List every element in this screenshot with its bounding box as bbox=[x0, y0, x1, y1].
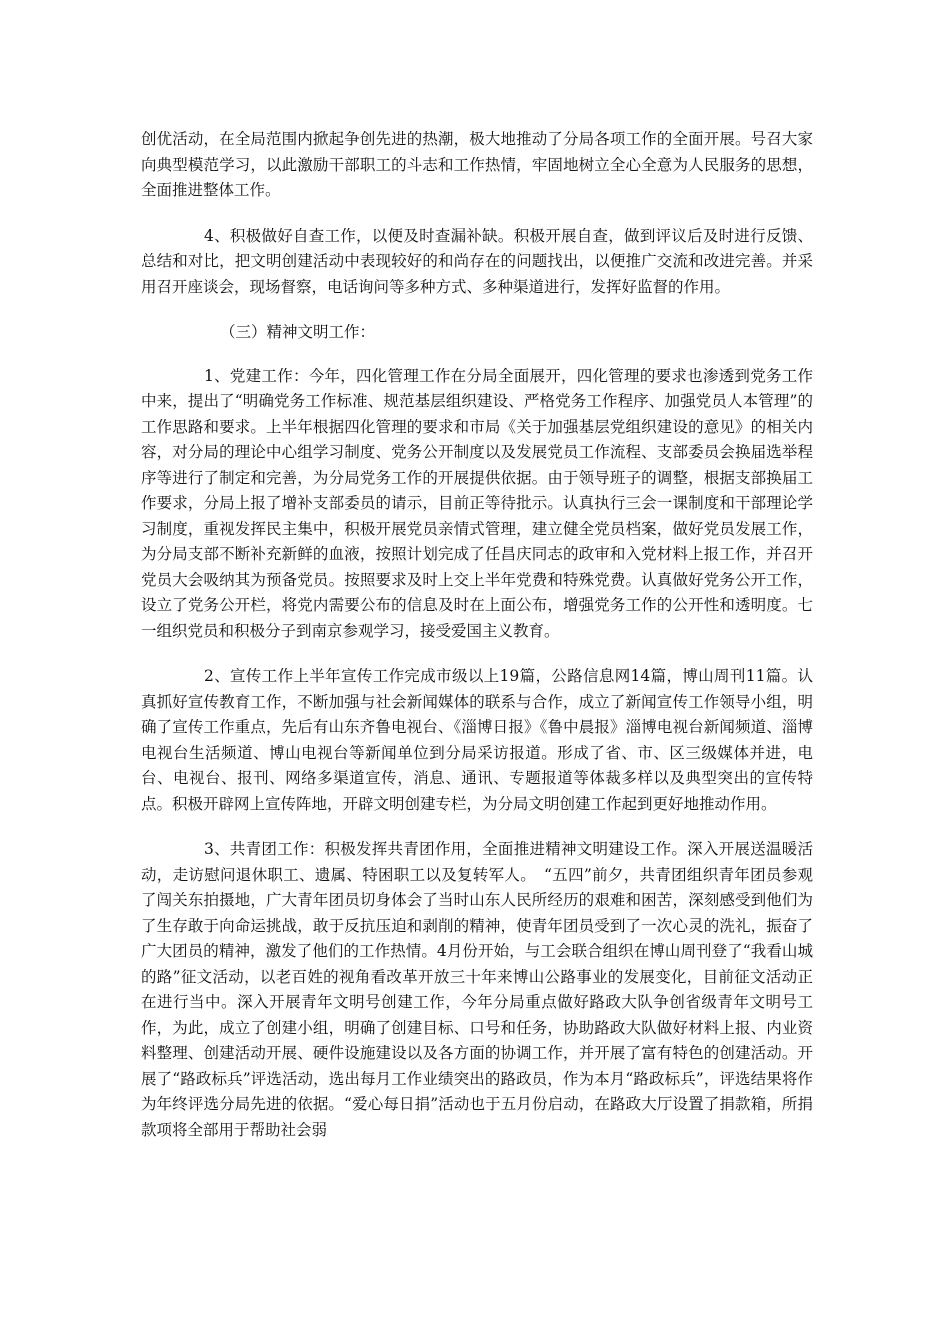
paragraph-party-building: 1、党建工作：今年，四化管理工作在分局全面展开，四化管理的要求也渗透到党务工作中来，提出了“明确党务工作标准、规范基层组织建设、严格党务工作程序、加强党员人本管理”的工作思路和要求。上半年根据四化管理的要求和市局《关于加强基层党组织建设的意见》的相关内容，对分局的理论中心组学习制度、党务公开制度以及发展党员工作流程、支部委员会换届选举程序等进行了制定和完善，为分局党务工作的开展提供依据。由于领导班子的调整，根据支部换届工作要求，分局上报了增补支部委员的请示，目前正等待批示。认真执行三会一课制度和干部理论学习制度，重视发挥民主集中，积极开展党员亲情式管理，建立健全党员档案，做好党员发展工作，为分局支部不断补充新鲜的血液，按照计划完成了任昌庆同志的政审和入党材料上报工作，并召开党员大会吸纳其为预备党员。按照要求及时上交上半年党费和特殊党费。认真做好党务公开工作，设立了党务公开栏，将党内需要公布的信息及时在上面公布，增强党务工作的公开性和透明度。七一组织党员和积极分子到南京参观学习，接受爱国主义教育。 bbox=[141, 366, 813, 640]
paragraph-self-inspection: 4、积极做好自查工作，以便及时查漏补缺。积极开展自查，做到评议后及时进行反馈、总结和对比，把文明创建活动中表现较好的和尚存在的问题找出，以便推广交流和改进完善。并采用召开座谈会，现场督察，电话询问等多种方式、多种渠道进行，发挥好监督的作用。 bbox=[141, 226, 813, 296]
paragraph-publicity: 2、宣传工作上半年宣传工作完成市级以上19篇，公路信息网14篇，博山周刊11篇。认真抓好宣传教育工作，不断加强与社会新闻媒体的联系与合作，成立了新闻宣传工作领导小组，明确了宣传工作重点，先后有山东齐鲁电视台、《淄博日报》《鲁中晨报》淄博电视台新闻频道、淄博电视台生活频道、博山电视台等新闻单位到分局采访报道。形成了省、市、区三级媒体并进，电台、电视台、报刊、网络多渠道宣传，消息、通讯、专题报道等体裁多样以及典型突出的宣传特点。积极开辟网上宣传阵地，开辟文明创建专栏，为分局文明创建工作起到更好地推动作用。 bbox=[141, 667, 813, 813]
paragraph-youth-league: 3、共青团工作：积极发挥共青团作用，全面推进精神文明建设工作。深入开展送温暖活动，走访慰问退休职工、遗属、特困职工以及复转军人。 “五四”前夕，共青团组织青年团员参观了闯关东拍摄地，广大青年团员切身体会了当时山东人民所经历的艰难和困苦，深刻感受到他们为了生存敢于向命运挑战，敢于反抗压迫和剥削的精神，使青年团员受到了一次心灵的洗礼，振奋了广大团员的精神，激发了他们的工作热情。4月份开始，与工会联合组织在博山周刊登了“我看山城的路”征文活动，以老百姓的视角看改革开放三十年来博山公路事业的发展变化，目前征文活动正在进行当中。深入开展青年文明号创建工作，今年分局重点做好路政大队争创省级青年文明号工作，为此，成立了创建小组，明确了创建目标、口号和任务，协助路政大队做好材料上报、内业资料整理、创建活动开展、硬件设施建设以及各方面的协调工作，并开展了富有特色的创建活动。开展了“路政标兵”评选活动，选出每月工作业绩突出的路政员，作为本月“路政标兵”，评选结果将作为年终评选分局先进的依据。“爱心每日捐”活动也于五月份启动，在路政大厅设置了捐款箱，所捐款项将全部用于帮助社会弱 bbox=[141, 840, 813, 1139]
document-body bbox=[141, 127, 813, 1163]
section-heading-spiritual-civilization: （三）精神文明工作： bbox=[220, 323, 376, 341]
paragraph-continuation: 创优活动，在全局范围内掀起争创先进的热潮，极大地推动了分局各项工作的全面开展。号召大家向典型模范学习，以此激励干部职工的斗志和工作热情，牢固地树立全心全意为人民服务的思想，全面推进整体工作。 bbox=[141, 130, 813, 199]
